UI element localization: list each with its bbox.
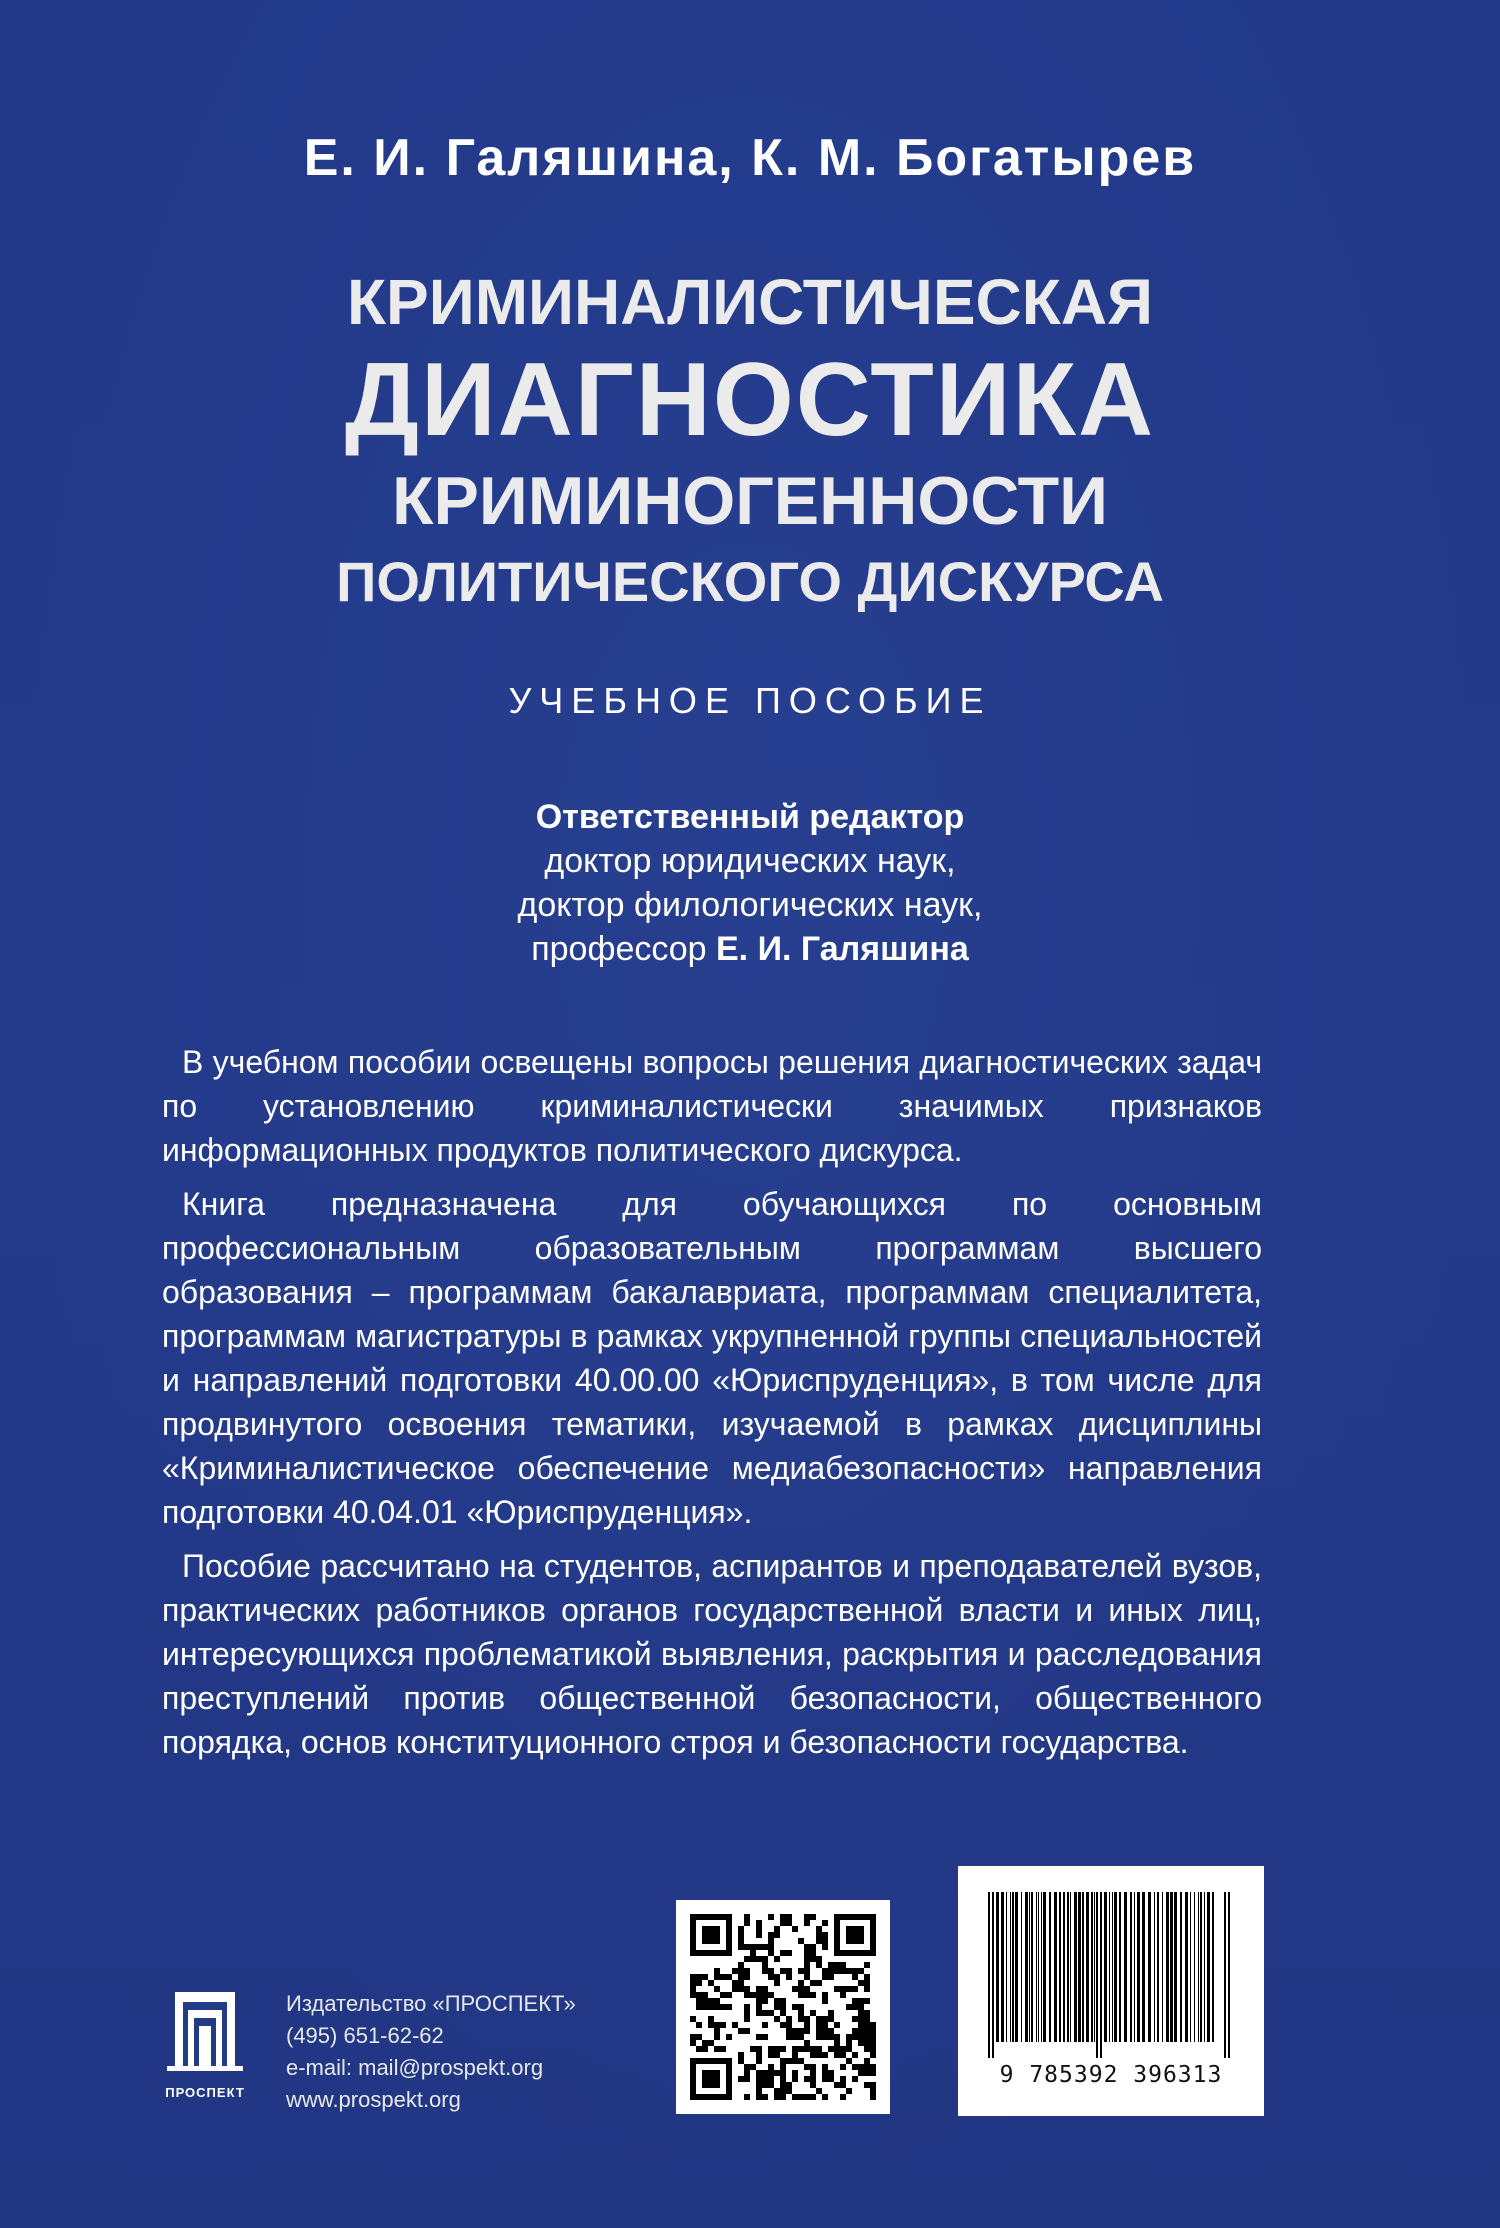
book-title xyxy=(0,262,1500,620)
publisher-website: www.prospekt.org xyxy=(286,2087,461,2112)
title-line-2: ДИАГНОСТИКА xyxy=(344,342,1156,458)
qr-code xyxy=(676,1900,890,2114)
editor-title: профессор xyxy=(531,930,716,968)
publisher-name: Издательство «ПРОСПЕКТ» xyxy=(286,1991,576,2016)
publisher-logo-icon xyxy=(142,1990,268,2084)
title-line-3: КРИМИНОГЕННОСТИ xyxy=(391,463,1109,539)
editor-degree-1: доктор юридических наук, xyxy=(544,842,956,880)
publisher-email: e-mail: mail@prospekt.org xyxy=(286,2055,544,2080)
publisher-phone: (495) 651-62-62 xyxy=(286,2023,444,2048)
annotation-paragraph-3: Пособие рассчитано на студентов, аспирантов и преподавателей вузов, практических работников органов государственной власти и иных лиц, интересующихся проблематикой выявления, раскрытия и расследования преступлений против общественной безопасности, общественного порядка, основ конституционного строя и безопасности государства. xyxy=(162,1548,1262,1760)
annotation-paragraph-2: Книга предназначена для обучающихся по основным профессиональным образовательным программам высшего образования – программам бакалавриата, программам специалитета, программам магистратуры в рамках укрупненной группы специальностей и направлений подготовки 40.00.00 «Юриспруденция», в том числе для продвинутого освоения тематики, изучаемой в рамках дисциплины «Криминалистическое обеспечение медиабезопасности» направления подготовки 40.04.01 «Юриспруденция». xyxy=(162,1186,1262,1530)
editor-degree-2: доктор филологических наук, xyxy=(517,886,983,924)
editor-block xyxy=(0,795,1500,971)
publisher-info xyxy=(286,1988,576,2116)
authors: Е. И. Галяшина, К. М. Богатырев xyxy=(303,129,1197,187)
editor-title-line xyxy=(0,927,1500,971)
barcode-icon xyxy=(984,1892,1238,2058)
publisher-logo xyxy=(142,1990,268,2110)
editor-name: Е. И. Галяшина xyxy=(716,930,969,968)
title-line-4: ПОЛИТИЧЕСКОГО ДИСКУРСА xyxy=(336,550,1164,613)
annotation xyxy=(162,1040,1262,1774)
barcode-number: 9 785392 396313 xyxy=(999,2062,1223,2088)
subtitle: УЧЕБНОЕ ПОСОБИЕ xyxy=(508,680,992,721)
publisher-logo-text: ПРОСПЕКТ xyxy=(165,2085,245,2100)
qr-code-icon xyxy=(690,1914,876,2100)
editor-heading: Ответственный редактор xyxy=(535,798,965,836)
annotation-paragraph-1: В учебном пособии освещены вопросы решения диагностических задач по установлению криминалистически значимых признаков информационных продуктов политического дискурса. xyxy=(162,1044,1262,1168)
isbn-barcode xyxy=(958,1866,1264,2116)
title-line-1: КРИМИНАЛИСТИЧЕСКАЯ xyxy=(346,266,1154,338)
